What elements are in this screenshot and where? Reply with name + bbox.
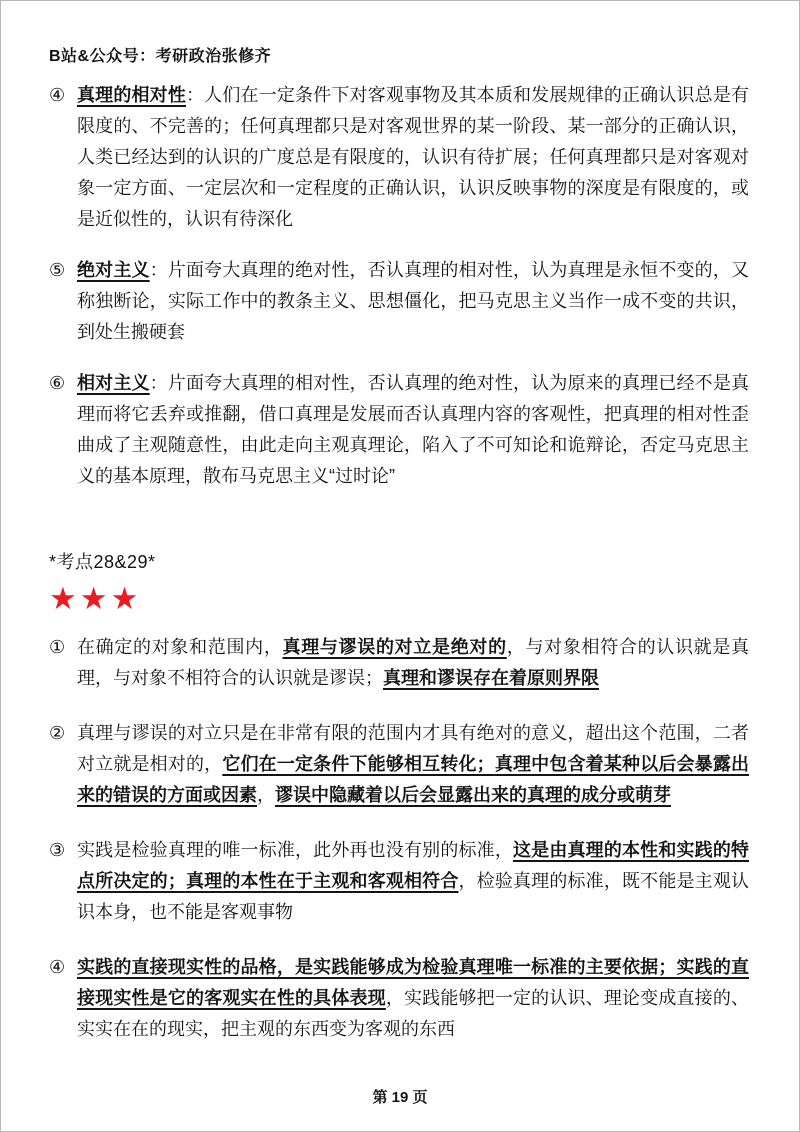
item-text [77, 835, 749, 928]
body-text: ，实践能够把一定的认识、理论变成直接的、实实在在的现实，把主观的东西变为客观的东西 [77, 988, 750, 1039]
emphasized-text: 真理中包含着某种以后会暴露出来的错误的方面或因素 [77, 754, 750, 805]
page-header-title: B站&公众号：考研政治张修齐 [49, 48, 272, 65]
document-page [1, 1, 799, 1045]
emphasized-text: 这是由真理的本性和实践的特点所决定的； [77, 840, 749, 891]
emphasized-text: 实践的直接现实性是它的客观实在性的具体表现 [77, 957, 750, 1008]
body-text: ：片面夸大真理的相对性，否认真理的绝对性，认为原来的真理已经不是真理而将它丢弃或推翻，借口真理是发展而否认真理内容的客观性，把真理的相对性歪曲成了主观随意性，由此走向主观真理论，陷入了不可知论和诡辩论，否定马克思主义的基本原理，散布马克思主义“过时论” [77, 373, 750, 486]
emphasized-text: 实践的直接现实性的品格，是实践能够成为检验真理唯一标准的主要依据； [77, 957, 677, 977]
item-text [77, 632, 749, 694]
section-label: *考点28&29* [49, 552, 156, 572]
body-text: ，检验真理的标准，既不能是主观认识本身，也不能是客观事物 [77, 871, 750, 922]
list-item [49, 632, 749, 694]
item-text [77, 952, 749, 1045]
item-number: ⑤ [49, 260, 66, 280]
body-text: 在确定的对象和范围内， [77, 637, 283, 657]
list-item [49, 952, 749, 1045]
page-number: 第 19 页 [372, 1089, 428, 1106]
emphasized-text: 谬误中隐藏着以后会显露出来的真理的成分或萌芽 [275, 785, 671, 805]
item-text [77, 80, 749, 235]
body-text: ：人们在一定条件下对客观事物及其本质和发展规律的正确认识总是有限度的、不完善的；任何真理都只是对客观世界的某一阶段、某一部分的正确认识，人类已经达到的认识的广度总是有限度的，认识有待扩展；任何真理都只是对客观对象一定方面、一定层次和一定程度的正确认识，认识反映事物的深度是有限度的，或是近似性的，认识有待深化 [77, 85, 749, 229]
item-number: ⑥ [49, 373, 66, 393]
emphasized-text: 真理与谬误的对立是绝对的 [282, 637, 507, 657]
item-text [77, 255, 749, 348]
list-item [49, 80, 749, 235]
list-item [49, 368, 749, 492]
emphasized-text: 真理的本性在于主观和客观相符合 [185, 871, 459, 891]
star-rating-icons: ★★★ [49, 581, 142, 616]
emphasized-text: 相对主义 [77, 373, 150, 393]
emphasized-text: 它们在一定条件下能够相互转化； [222, 754, 495, 774]
list-item [49, 718, 749, 811]
emphasized-text: 真理和谬误存在着原则界限 [383, 668, 599, 688]
emphasized-text: 真理的相对性 [77, 85, 186, 105]
emphasized-text: 绝对主义 [77, 260, 150, 280]
item-number: ④ [49, 957, 66, 977]
item-text [77, 368, 749, 492]
body-text: ， [257, 785, 275, 805]
body-text: 真理与谬误的对立只是在非常有限的范围内才具有绝对的意义，超出这个范围，二者对立就是相对的， [77, 723, 749, 774]
item-number: ④ [49, 85, 66, 105]
item-number: ② [49, 723, 66, 743]
body-text: ：片面夸大真理的绝对性，否认真理的相对性，认为真理是永恒不变的，又称独断论，实际工作中的教条主义、思想僵化，把马克思主义当作一成不变的共识，到处生搬硬套 [77, 260, 750, 342]
body-text: 实践是检验真理的唯一标准，此外再也没有别的标准， [77, 840, 513, 860]
list-item [49, 255, 749, 348]
notes-section-kaodian-28-29 [49, 548, 749, 1045]
item-text [77, 718, 749, 811]
list-item [49, 835, 749, 928]
item-number: ③ [49, 840, 66, 860]
item-number: ① [49, 637, 66, 657]
body-text: ，与对象相符合的认识就是真理，与对象不相符合的认识就是谬误； [77, 637, 750, 688]
notes-section-truth [49, 80, 749, 492]
